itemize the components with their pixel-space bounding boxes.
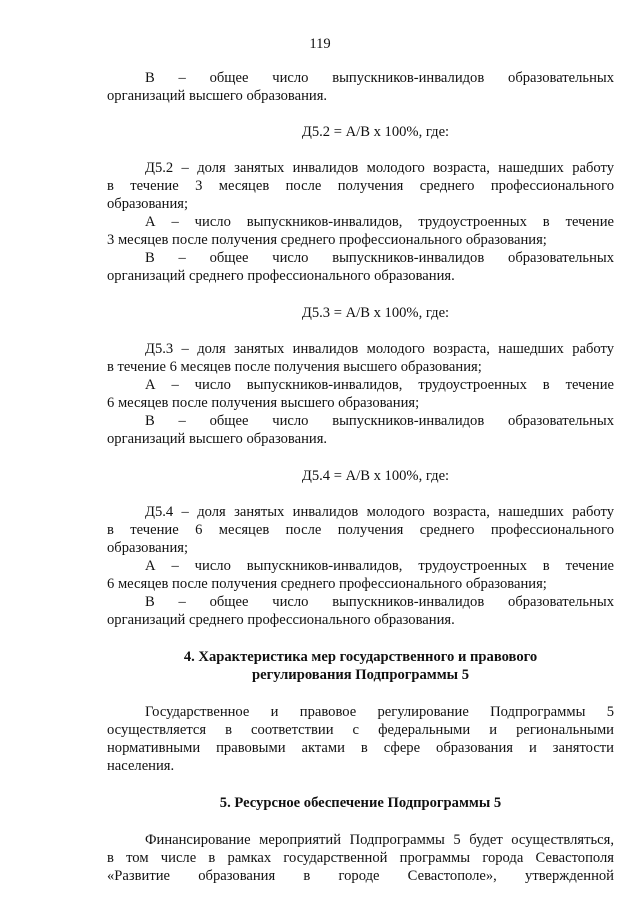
page-number: 119 — [309, 36, 331, 52]
definition-a-line: 6 месяцев после получения высшего образования; — [107, 395, 420, 411]
definition-d-line: в течение 6 месяцев после получения среднего профессионального — [107, 522, 614, 538]
definition-b-line: организаций высшего образования. — [107, 431, 328, 447]
definition-b-line: организаций среднего профессионального образования. — [107, 268, 455, 284]
definition-a-line: 3 месяцев после получения среднего профессионального образования; — [107, 232, 547, 248]
definition-a-line: А – число выпускников-инвалидов, трудоустроенных в течение — [145, 214, 614, 230]
definition-d-line: образования; — [107, 196, 189, 212]
definition-b-line: организаций высшего образования. — [107, 88, 328, 104]
paragraph-line: «Развитие образования в городе Севастополе», утвержденной — [107, 868, 614, 884]
definition-b-line: В – общее число выпускников-инвалидов образовательных — [145, 594, 614, 610]
definition-a-line: А – число выпускников-инвалидов, трудоустроенных в течение — [145, 377, 614, 393]
formula-d5-3: Д5.3 = А/В х 100%, где: — [301, 305, 450, 321]
definition-d-line: Д5.2 – доля занятых инвалидов молодого возраста, нашедших работу — [145, 160, 614, 176]
page-content — [107, 69, 614, 885]
section-4-heading: регулирования Подпрограммы 5 — [251, 667, 470, 683]
definition-d-line: Д5.4 – доля занятых инвалидов молодого возраста, нашедших работу — [145, 504, 614, 520]
formula-d5-2: Д5.2 = А/В х 100%, где: — [301, 124, 450, 140]
definition-d-line: образования; — [107, 540, 189, 556]
paragraph-line: нормативными правовыми актами в сфере образования и занятости — [107, 740, 614, 756]
section-5-heading: 5. Ресурсное обеспечение Подпрограммы 5 — [219, 795, 502, 811]
paragraph-line: осуществляется в соответствии с федеральными и региональными — [107, 722, 614, 738]
definition-b-line: организаций среднего профессионального образования. — [107, 612, 455, 628]
section-4-heading: 4. Характеристика мер государственного и правового — [183, 649, 538, 665]
definition-b-line: В – общее число выпускников-инвалидов образовательных — [145, 250, 614, 266]
formula-d5-4: Д5.4 = А/В х 100%, где: — [301, 468, 450, 484]
definition-a-line: 6 месяцев после получения среднего профессионального образования; — [107, 576, 547, 592]
definition-d-line: в течение 6 месяцев после получения высшего образования; — [107, 359, 482, 375]
paragraph-line: Государственное и правовое регулирование Подпрограммы 5 — [145, 704, 614, 720]
paragraph-line: в том числе в рамках государственной программы города Севастополя — [107, 850, 614, 866]
paragraph-line: Финансирование мероприятий Подпрограммы 5 будет осуществляться, — [145, 832, 614, 848]
definition-d-line: Д5.3 – доля занятых инвалидов молодого возраста, нашедших работу — [145, 341, 614, 357]
definition-b-line: В – общее число выпускников-инвалидов образовательных — [145, 70, 614, 86]
definition-d-line: в течение 3 месяцев после получения среднего профессионального — [107, 178, 614, 194]
definition-b-line: В – общее число выпускников-инвалидов образовательных — [145, 413, 614, 429]
definition-a-line: А – число выпускников-инвалидов, трудоустроенных в течение — [145, 558, 614, 574]
paragraph-line: населения. — [107, 758, 175, 774]
